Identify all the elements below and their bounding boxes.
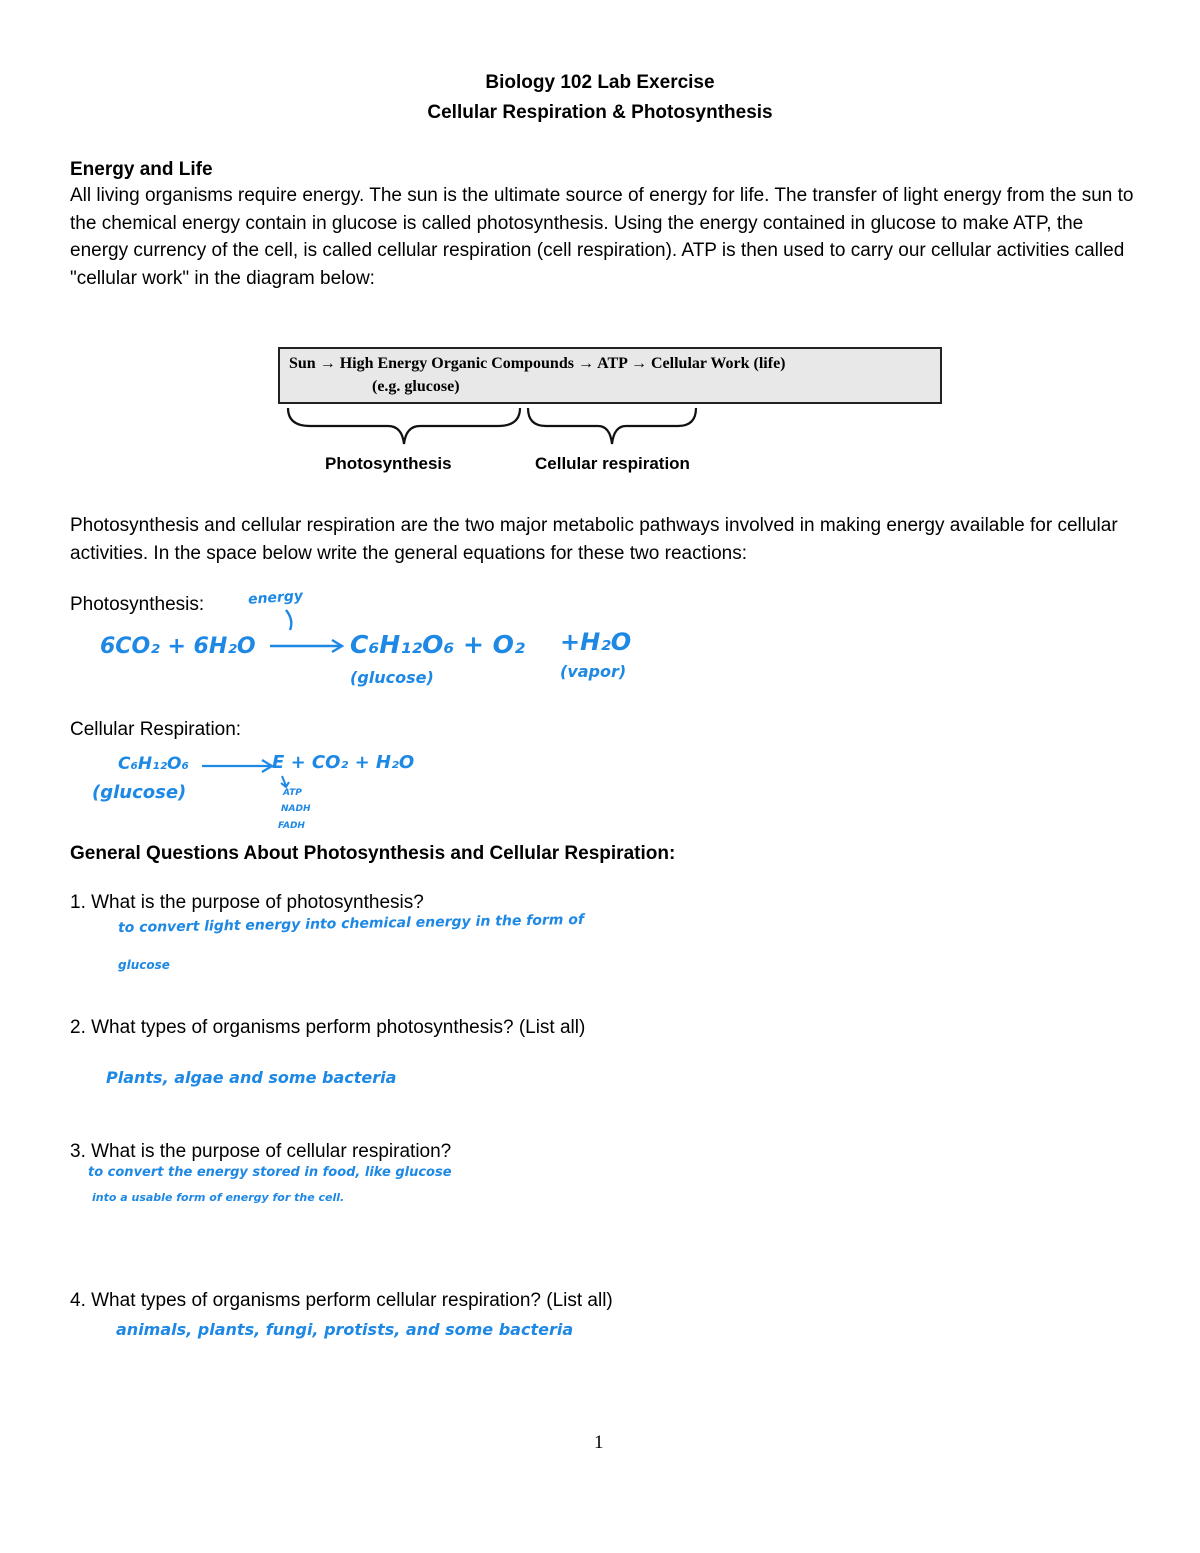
handwritten-photosynthesis-water: +H₂O [560, 628, 632, 656]
answer-2: Plants, algae and some bacteria [106, 1068, 397, 1087]
question-4: 4. What types of organisms perform cellular respiration? (List all) [70, 1290, 613, 1311]
document-subtitle: Cellular Respiration & Photosynthesis [427, 102, 773, 123]
handwritten-photosynthesis-reactants: 6CO₂ + 6H₂O [100, 634, 256, 659]
equations-intro-paragraph: Photosynthesis and cellular respiration are the two major metabolic pathways involved in making energy available for cellular activities. In the space below write the general equations for these two reactions: [70, 515, 1118, 564]
answer-3-line-1: to convert the energy stored in food, like glucose [88, 1165, 452, 1180]
handwritten-respiration-glucose-note: (glucose) [92, 782, 187, 803]
handwritten-arrow-respiration [200, 756, 276, 776]
handwritten-respiration-products: E + CO₂ + H₂O [272, 752, 415, 773]
section-heading-energy-and-life: Energy and Life [70, 159, 213, 180]
intro-paragraph: All living organisms require energy. The sun is the ultimate source of energy for life. The transfer of light energy from the sun to the chemical energy contain in glucose is called photosynthesis. Using the energy contained in glucose to make ATP, the energy currency of the cell, is called cellular respiration (cell respiration). ATP is then used to carry our cellular activities called "cellular work" in the diagram below: [70, 185, 1134, 289]
answer-4: animals, plants, fungi, protists, and some bacteria [116, 1320, 574, 1339]
brace-label-photosynthesis: Photosynthesis [325, 454, 452, 473]
diagram-flow-line: Sun → High Energy Organic Compounds → ATP → Cellular Work (life) [289, 355, 786, 372]
cellular-respiration-brace [528, 408, 696, 444]
document-title: Biology 102 Lab Exercise [485, 72, 715, 93]
answer-1-line-1: to convert light energy into chemical energy in the form of [117, 911, 585, 937]
handwritten-energy-note: energy [247, 588, 304, 608]
photosynthesis-label: Photosynthesis: [70, 594, 205, 615]
cellular-respiration-label: Cellular Respiration: [70, 719, 242, 740]
answer-1-line-2: glucose [118, 958, 170, 972]
question-2: 2. What types of organisms perform photosynthesis? (List all) [70, 1017, 586, 1038]
general-questions-heading: General Questions About Photosynthesis and Cellular Respiration: [70, 843, 676, 864]
handwritten-respiration-reactant: C₆H₁₂O₆ [118, 754, 189, 774]
answer-3-line-2: into a usable form of energy for the cell. [92, 1191, 345, 1204]
page-number: 1 [594, 1432, 604, 1453]
handwritten-nadh-note: NADH [281, 804, 311, 814]
energy-flow-diagram-box [278, 347, 942, 404]
brace-label-cellular-respiration: Cellular respiration [535, 454, 690, 473]
handwritten-glucose-note: (glucose) [350, 668, 434, 687]
handwritten-atp-note: ATP [283, 788, 302, 798]
diagram-example: (e.g. glucose) [372, 378, 460, 395]
diagram-braces [280, 404, 710, 454]
handwritten-vapor-note: (vapor) [560, 662, 627, 681]
photosynthesis-brace [288, 408, 520, 444]
question-1: 1. What is the purpose of photosynthesis? [70, 892, 424, 913]
handwritten-photosynthesis-products: C₆H₁₂O₆ + O₂ [350, 630, 525, 659]
handwritten-fadh-note: FADH [278, 821, 305, 831]
question-3: 3. What is the purpose of cellular respiration? [70, 1141, 452, 1162]
handwritten-arrow-photosynthesis [260, 604, 350, 654]
